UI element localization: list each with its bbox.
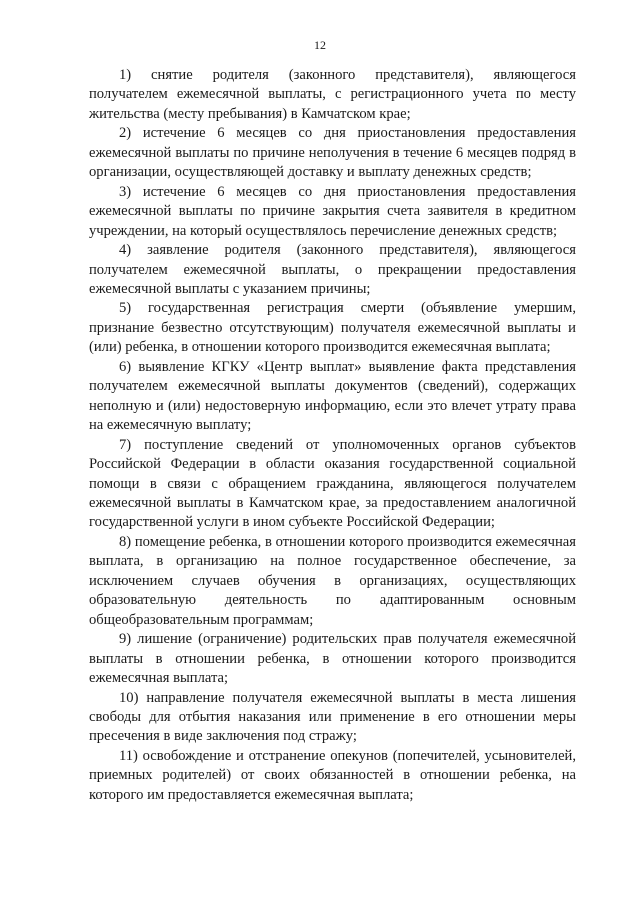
- paragraph-4: 4) заявление родителя (законного представителя), являющегося получателем ежемесячной выплаты, о прекращении предоставления ежемесячной выплаты с указанием причины;: [89, 242, 576, 297]
- paragraph-2: 2) истечение 6 месяцев со дня приостановления предоставления ежемесячной выплаты по причине неполучения в течение 6 месяцев подряд в организации, осуществляющей доставку и выплату денежных средств;: [89, 125, 576, 181]
- document-body: [89, 66, 576, 805]
- paragraph-1: 1) снятие родителя (законного представителя), являющегося получателем ежемесячной выплаты, с регистрационного учета по месту жительства (месту пребывания) в Камчатском крае;: [89, 67, 576, 122]
- paragraph-5: 5) государственная регистрация смерти (объявление умершим, признание безвестно отсутствующим) получателя ежемесячной выплаты и (или) ребенка, в отношении которого производится ежемесячная выплата;: [89, 300, 576, 356]
- paragraph-7: 7) поступление сведений от уполномоченных органов субъектов Российской Федерации в области оказания государственной социальной помощи в связи с обращением гражданина, являющегося получателем ежемесячной выплаты в Камчатском крае, за предоставлением аналогичной государственной услуги в ином субъекте Российской Федерации;: [89, 436, 576, 531]
- paragraph-6: 6) выявление КГКУ «Центр выплат» выявление факта представления получателем ежемесячной выплаты документов (сведений), содержащих неполную и (или) недостоверную информацию, если это влечет утрату права на ежемесячную выплату;: [89, 358, 576, 434]
- paragraph-3: 3) истечение 6 месяцев со дня приостановления предоставления ежемесячной выплаты по причине закрытия счета заявителя в кредитном учреждении, на который осуществлялось перечисление денежных средств;: [89, 183, 576, 239]
- paragraph-8: 8) помещение ребенка, в отношении которого производится ежемесячная выплата, в организацию на полное государственное обеспечение, за исключением случаев обучения в организациях, осуществляющих образовательную деятельность по адаптированным основным общеобразовательным программам;: [89, 533, 576, 628]
- paragraph-9: 9) лишение (ограничение) родительских прав получателя ежемесячной выплаты в отношении ребенка, в отношении которого производится ежемесячная выплата;: [89, 631, 576, 687]
- paragraph-10: 10) направление получателя ежемесячной выплаты в места лишения свободы для отбытия наказания или применение в его отношении меры пресечения в виде заключения под стражу;: [89, 689, 576, 745]
- paragraph-11: 11) освобождение и отстранение опекунов (попечителей, усыновителей, приемных родителей) от своих обязанностей в отношении ребенка, на которого им предоставляется ежемесячная выплата;: [89, 747, 576, 803]
- page-number: 12: [314, 38, 326, 52]
